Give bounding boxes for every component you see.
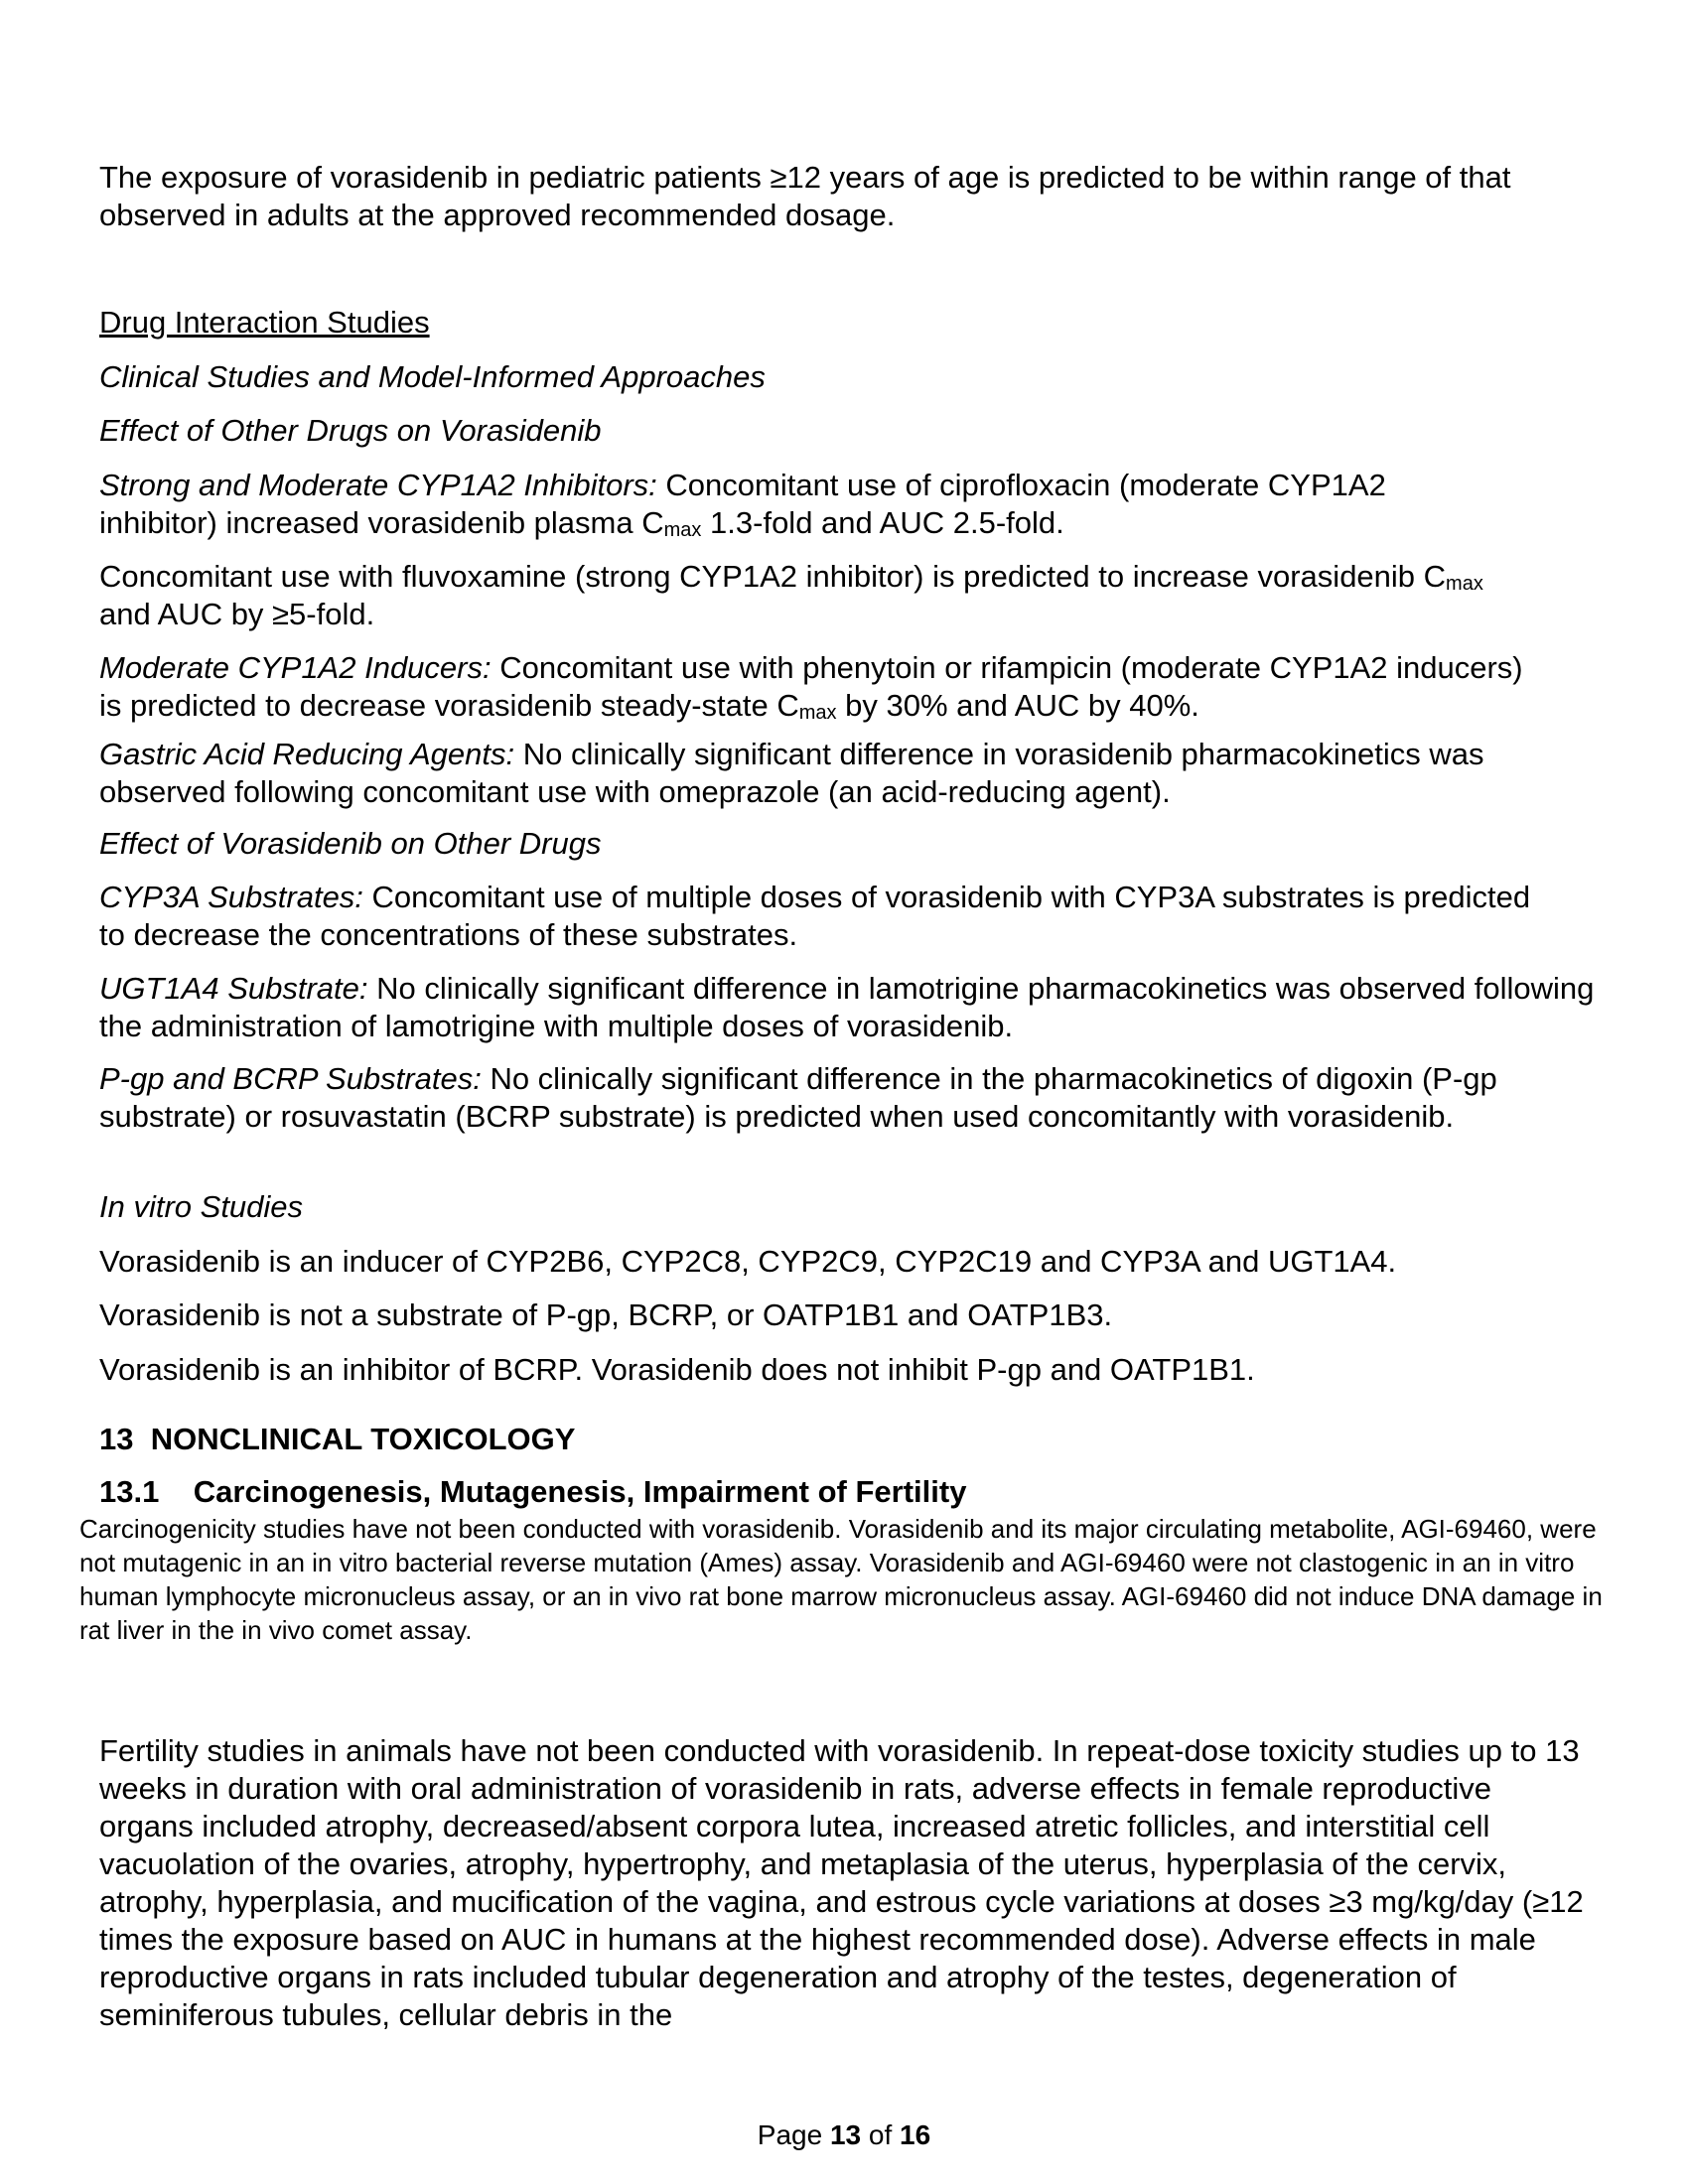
pgp-bcrp-label: P-gp and BCRP Substrates: xyxy=(99,1061,482,1096)
cyp1a2-inducers-paragraph: Moderate CYP1A2 Inducers: Concomitant use with phenytoin or rifampicin (moderate CYP1A2 inducers) is predicted to decrease vorasidenib steady-state $C_{max}$ by 30% and AUC by 40%. xyxy=(99,650,1523,724)
section-13-1-heading: 13.1 Carcinogenesis, Mutagenesis, Impairment of Fertility xyxy=(99,1474,967,1509)
carcinogenesis-paragraph: Carcinogenicity studies have not been conducted with vorasidenib. Vorasidenib and its major circulating metabolite, AGI-69460, were not mutagenic in an in vitro bacterial reverse mutation (Ames) assay. Vorasidenib and AGI-69460 were not clastogenic in an in vitro human lymphocyte micronucleus assay, or an in vivo rat bone marrow micronucleus assay. AGI-69460 did not induce DNA damage in rat liver in the in vivo comet assay. xyxy=(79,1514,1603,1645)
ugt1a4-label: UGT1A4 Substrate: xyxy=(99,971,368,1006)
effect-other-drugs-heading: Effect of Other Drugs on Vorasidenib xyxy=(99,413,602,448)
section-13-heading: 13 NONCLINICAL TOXICOLOGY xyxy=(99,1422,576,1456)
cyp3a-paragraph: CYP3A Substrates: Concomitant use of multiple doses of vorasidenib with CYP3A substrates is predicted to decrease the concentrations of these substrates. xyxy=(99,880,1531,952)
fertility-paragraph: Fertility studies in animals have not been conducted with vorasidenib. In repeat-dose toxicity studies up to 13 weeks in duration with oral administration of vorasidenib in rats, adverse effects in female reproductive organs included atrophy, decreased/absent corpora lutea, increased atretic follicles, and interstitial cell vacuolation of the ovaries, atrophy, hypertrophy, and metaplasia of the uterus, hyperplasia of the cervix, atrophy, hyperplasia, and mucification of the vagina, and estrous cycle variations at doses ≥3 mg/kg/day (≥12 times the exposure based on AUC in humans at the highest recommended dose). Adverse effects in male reproductive organs in rats included tubular degeneration and atrophy of the testes, degeneration of seminiferous tubules, cellular debris in the xyxy=(99,1733,1584,2032)
cyp1a2-inhibitors-paragraph: Strong and Moderate CYP1A2 Inhibitors: Concomitant use of ciprofloxacin (moderate CYP1A2 inhibitor) increased vorasidenib plasma $C_{max}$ 1.3-fold and AUC 2.5-fold. xyxy=(99,468,1386,541)
cyp1a2-inhibitors-label: Strong and Moderate CYP1A2 Inhibitors: xyxy=(99,468,657,502)
fluvoxamine-paragraph: Concomitant use with fluvoxamine (strong CYP1A2 inhibitor) is predicted to increase vorasidenib $C_{max}$ and AUC by ≥5-fold. xyxy=(99,559,1483,631)
ugt1a4-paragraph: UGT1A4 Substrate: No clinically significant difference in lamotrigine pharmacokinetics was observed following the administration of lamotrigine with multiple doses of vorasidenib. xyxy=(99,971,1595,1043)
page-footer: Page 13 of 16 xyxy=(757,2119,931,2150)
in-vitro-heading: In vitro Studies xyxy=(99,1189,304,1224)
ddi-heading: Drug Interaction Studies xyxy=(99,305,430,340)
in-vitro-line-1: Vorasidenib is an inducer of CYP2B6, CYP2C8, CYP2C9, CYP2C19 and CYP3A and UGT1A4. xyxy=(99,1244,1397,1279)
cyp3a-label: CYP3A Substrates: xyxy=(99,880,363,914)
in-vitro-line-3: Vorasidenib is an inhibitor of BCRP. Vorasidenib does not inhibit P-gp and OATP1B1. xyxy=(99,1352,1255,1387)
in-vitro-line-2: Vorasidenib is not a substrate of P-gp, BCRP, or OATP1B1 and OATP1B3. xyxy=(99,1297,1113,1332)
gastric-acid-label: Gastric Acid Reducing Agents: xyxy=(99,737,515,771)
effect-vorasidenib-heading: Effect of Vorasidenib on Other Drugs xyxy=(99,826,602,861)
clinical-studies-heading: Clinical Studies and Model-Informed Approaches xyxy=(99,359,766,394)
gastric-acid-paragraph: Gastric Acid Reducing Agents: No clinically significant difference in vorasidenib pharmacokinetics was observed following concomitant use with omeprazole (an acid-reducing agent). xyxy=(99,737,1484,809)
intro-paragraph: The exposure of vorasidenib in pediatric patients ≥12 years of age is predicted to be within range of that observed in adults at the approved recommended dosage. xyxy=(99,160,1511,232)
cyp1a2-inducers-label: Moderate CYP1A2 Inducers: xyxy=(99,650,492,685)
pgp-bcrp-paragraph: P-gp and BCRP Substrates: No clinically significant difference in the pharmacokinetics of digoxin (P-gp substrate) or rosuvastatin (BCRP substrate) is predicted when used concomitantly with vorasidenib. xyxy=(99,1061,1497,1134)
